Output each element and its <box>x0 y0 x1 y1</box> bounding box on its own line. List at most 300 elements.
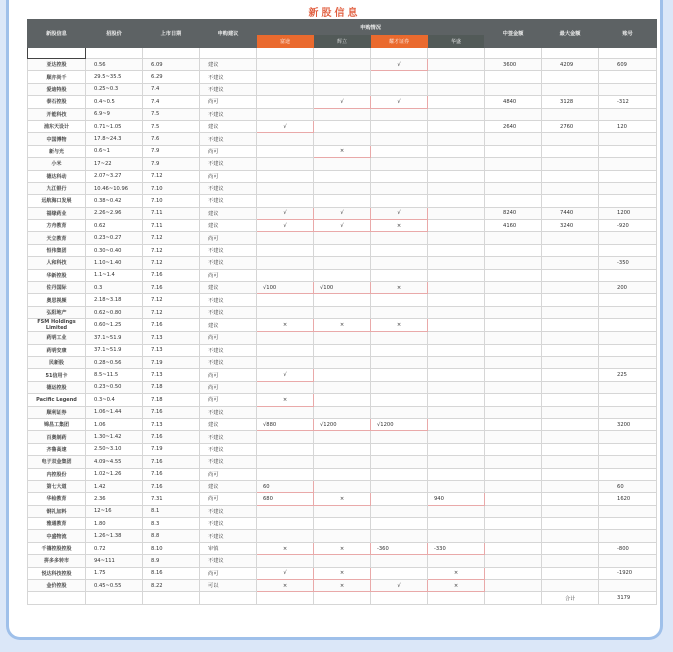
cell-broker-3[interactable] <box>371 306 428 318</box>
cell-profit[interactable] <box>542 567 599 579</box>
cell-stock-name[interactable]: 德运控股 <box>28 381 86 393</box>
cell-list-date[interactable]: 7.6 <box>143 133 200 145</box>
cell-profit[interactable] <box>542 195 599 207</box>
cell-broker-3[interactable]: -360 <box>371 542 428 554</box>
cell-rating[interactable]: 不建议 <box>200 158 257 170</box>
cell-stock-name[interactable]: 奥思视频 <box>28 294 86 306</box>
cell-broker-2[interactable] <box>314 120 371 132</box>
cell-account[interactable] <box>599 431 657 443</box>
cell-list-date[interactable]: 7.5 <box>143 120 200 132</box>
cell-list-date[interactable]: 7.31 <box>143 493 200 505</box>
cell-broker-3[interactable] <box>371 232 428 244</box>
cell-broker-2[interactable] <box>314 195 371 207</box>
cell-revenue[interactable] <box>485 580 542 592</box>
cell-broker-3[interactable] <box>371 394 428 406</box>
cell-broker-4[interactable]: 940 <box>428 493 485 505</box>
cell-profit[interactable] <box>542 332 599 344</box>
cell-account[interactable] <box>599 555 657 567</box>
cell-revenue[interactable] <box>485 306 542 318</box>
cell-account[interactable] <box>599 71 657 83</box>
cell-rating[interactable]: 不建议 <box>200 344 257 356</box>
cell-broker-1[interactable] <box>257 468 314 480</box>
cell-broker-3[interactable] <box>371 406 428 418</box>
cell-broker-1[interactable] <box>257 356 314 368</box>
cell-rating[interactable]: 不建议 <box>200 108 257 120</box>
cell-revenue[interactable] <box>485 145 542 157</box>
cell-account[interactable]: 60 <box>599 480 657 492</box>
cell-price[interactable]: 0.23~0.27 <box>86 232 143 244</box>
cell-stock-name[interactable]: 顺利证券 <box>28 406 86 418</box>
cell-stock-name[interactable]: 齐鲁高速 <box>28 443 86 455</box>
cell-list-date[interactable]: 7.12 <box>143 306 200 318</box>
cell-broker-2[interactable] <box>314 406 371 418</box>
cell-profit[interactable] <box>542 83 599 95</box>
cell-broker-3[interactable] <box>371 158 428 170</box>
cell-broker-4[interactable] <box>428 71 485 83</box>
cell-profit[interactable]: 3240 <box>542 220 599 232</box>
cell-broker-4[interactable] <box>428 294 485 306</box>
cell-rating[interactable]: 不建议 <box>200 505 257 517</box>
cell-stock-name[interactable]: 德达科动 <box>28 170 86 182</box>
cell-price[interactable]: 1.80 <box>86 518 143 530</box>
cell-broker-3[interactable] <box>371 468 428 480</box>
cell-price[interactable]: 0.38~0.42 <box>86 195 143 207</box>
cell-broker-2[interactable]: √ <box>314 96 371 108</box>
cell-broker-2[interactable] <box>314 182 371 194</box>
cell-revenue[interactable] <box>485 480 542 492</box>
cell-broker-1[interactable] <box>257 59 314 71</box>
cell-list-date[interactable]: 8.10 <box>143 542 200 554</box>
cell-price[interactable]: 0.72 <box>86 542 143 554</box>
cell-revenue[interactable] <box>485 418 542 430</box>
cell-revenue[interactable] <box>485 71 542 83</box>
cell-revenue[interactable] <box>485 83 542 95</box>
cell-broker-4[interactable]: × <box>428 580 485 592</box>
cell-profit[interactable] <box>542 394 599 406</box>
cell-account[interactable] <box>599 443 657 455</box>
cell-broker-3[interactable] <box>371 381 428 393</box>
cell-broker-2[interactable] <box>314 468 371 480</box>
cell-broker-1[interactable]: √ <box>257 567 314 579</box>
cell-price[interactable]: 29.5~35.5 <box>86 71 143 83</box>
cell-revenue[interactable] <box>485 294 542 306</box>
cell-broker-3[interactable] <box>371 530 428 542</box>
cell-rating[interactable]: 尚可 <box>200 170 257 182</box>
cell-list-date[interactable]: 7.9 <box>143 145 200 157</box>
cell-broker-1[interactable] <box>257 145 314 157</box>
cell-price[interactable]: 1.26~1.38 <box>86 530 143 542</box>
cell-rating[interactable]: 建议 <box>200 282 257 294</box>
cell-list-date[interactable]: 7.12 <box>143 170 200 182</box>
cell-profit[interactable] <box>542 369 599 381</box>
cell-broker-4[interactable] <box>428 480 485 492</box>
cell-profit[interactable] <box>542 381 599 393</box>
cell-price[interactable]: 2.07~3.27 <box>86 170 143 182</box>
cell-broker-2[interactable] <box>314 269 371 281</box>
cell-list-date[interactable]: 8.1 <box>143 505 200 517</box>
cell-broker-2[interactable]: × <box>314 567 371 579</box>
cell-rating[interactable]: 审慎 <box>200 542 257 554</box>
cell-list-date[interactable]: 7.16 <box>143 431 200 443</box>
cell-profit[interactable] <box>542 182 599 194</box>
cell-price[interactable]: 0.3~0.4 <box>86 394 143 406</box>
cell-price[interactable]: 0.71~1.05 <box>86 120 143 132</box>
cell-profit[interactable] <box>542 269 599 281</box>
cell-revenue[interactable] <box>485 443 542 455</box>
cell-list-date[interactable]: 8.8 <box>143 530 200 542</box>
cell-price[interactable]: 1.06 <box>86 418 143 430</box>
cell-revenue[interactable] <box>485 319 542 332</box>
cell-price[interactable]: 10.46~10.96 <box>86 182 143 194</box>
cell-broker-1[interactable] <box>257 344 314 356</box>
cell-profit[interactable] <box>542 443 599 455</box>
cell-list-date[interactable]: 7.18 <box>143 394 200 406</box>
cell-broker-4[interactable] <box>428 59 485 71</box>
cell-revenue[interactable] <box>485 158 542 170</box>
cell-broker-3[interactable] <box>371 257 428 269</box>
cell-broker-4[interactable] <box>428 232 485 244</box>
cell-broker-1[interactable] <box>257 306 314 318</box>
cell-list-date[interactable]: 7.13 <box>143 369 200 381</box>
cell-broker-3[interactable] <box>371 108 428 120</box>
cell-profit[interactable] <box>542 542 599 554</box>
cell-list-date[interactable]: 7.16 <box>143 319 200 332</box>
cell-profit[interactable] <box>542 244 599 256</box>
cell-profit[interactable] <box>542 344 599 356</box>
cell-broker-2[interactable] <box>314 158 371 170</box>
cell-broker-1[interactable] <box>257 518 314 530</box>
cell-broker-4[interactable] <box>428 158 485 170</box>
cell-stock-name[interactable]: 药明工业 <box>28 332 86 344</box>
cell-list-date[interactable]: 7.11 <box>143 207 200 219</box>
cell-price[interactable]: 37.1~51.9 <box>86 344 143 356</box>
cell-broker-1[interactable] <box>257 406 314 418</box>
cell-broker-3[interactable] <box>371 145 428 157</box>
cell-account[interactable] <box>599 344 657 356</box>
cell-stock-name[interactable]: 内控股份 <box>28 468 86 480</box>
cell-list-date[interactable]: 7.12 <box>143 244 200 256</box>
cell-stock-name[interactable]: 小米 <box>28 158 86 170</box>
cell-rating[interactable]: 不建议 <box>200 244 257 256</box>
cell-rating[interactable]: 建议 <box>200 207 257 219</box>
cell-price[interactable]: 0.30~0.40 <box>86 244 143 256</box>
cell-broker-3[interactable] <box>371 493 428 505</box>
cell-profit[interactable]: 2760 <box>542 120 599 132</box>
cell-broker-2[interactable]: × <box>314 319 371 332</box>
cell-profit[interactable] <box>542 108 599 120</box>
cell-price[interactable]: 4.09~4.55 <box>86 456 143 468</box>
cell-account[interactable] <box>599 232 657 244</box>
cell-broker-3[interactable]: × <box>371 319 428 332</box>
cell-broker-3[interactable] <box>371 480 428 492</box>
cell-revenue[interactable] <box>485 269 542 281</box>
cell-price[interactable]: 1.42 <box>86 480 143 492</box>
cell-rating[interactable]: 不建议 <box>200 294 257 306</box>
cell-rating[interactable]: 尚可 <box>200 96 257 108</box>
cell-price[interactable]: 6.9~9 <box>86 108 143 120</box>
cell-price[interactable]: 8.5~11.5 <box>86 369 143 381</box>
cell-rating[interactable]: 尚可 <box>200 381 257 393</box>
cell-rating[interactable]: 不建议 <box>200 182 257 194</box>
cell-profit[interactable] <box>542 406 599 418</box>
cell-broker-3[interactable] <box>371 505 428 517</box>
cell-broker-2[interactable] <box>314 133 371 145</box>
cell-profit[interactable] <box>542 530 599 542</box>
cell-price[interactable]: 0.62 <box>86 220 143 232</box>
cell-stock-name[interactable]: 千禧控股控股 <box>28 542 86 554</box>
cell-list-date[interactable]: 7.13 <box>143 344 200 356</box>
cell-broker-4[interactable] <box>428 505 485 517</box>
cell-list-date[interactable]: 7.4 <box>143 96 200 108</box>
cell-list-date[interactable]: 8.3 <box>143 518 200 530</box>
cell-rating[interactable]: 不建议 <box>200 518 257 530</box>
cell-stock-name[interactable]: 民新股 <box>28 356 86 368</box>
cell-broker-4[interactable] <box>428 468 485 480</box>
cell-broker-1[interactable]: × <box>257 542 314 554</box>
cell-broker-3[interactable]: √1200 <box>371 418 428 430</box>
cell-account[interactable] <box>599 133 657 145</box>
cell-price[interactable]: 0.23~0.50 <box>86 381 143 393</box>
cell-broker-3[interactable] <box>371 369 428 381</box>
cell-broker-4[interactable] <box>428 108 485 120</box>
cell-stock-name[interactable]: 悦达科技控股 <box>28 567 86 579</box>
cell-rating[interactable]: 不建议 <box>200 306 257 318</box>
cell-account[interactable]: -920 <box>599 220 657 232</box>
cell-broker-2[interactable] <box>314 356 371 368</box>
cell-profit[interactable] <box>542 480 599 492</box>
cell-broker-1[interactable]: × <box>257 580 314 592</box>
cell-account[interactable] <box>599 394 657 406</box>
cell-broker-1[interactable] <box>257 170 314 182</box>
cell-broker-4[interactable] <box>428 518 485 530</box>
cell-price[interactable]: 17~22 <box>86 158 143 170</box>
cell-revenue[interactable] <box>485 356 542 368</box>
cell-broker-4[interactable] <box>428 356 485 368</box>
cell-broker-1[interactable] <box>257 232 314 244</box>
cell-stock-name[interactable]: 华新控股 <box>28 269 86 281</box>
cell-broker-2[interactable]: × <box>314 580 371 592</box>
cell-list-date[interactable]: 7.19 <box>143 356 200 368</box>
cell-broker-1[interactable]: √880 <box>257 418 314 430</box>
cell-price[interactable]: 37.1~51.9 <box>86 332 143 344</box>
cell-revenue[interactable] <box>485 369 542 381</box>
cell-account[interactable]: -312 <box>599 96 657 108</box>
cell-broker-3[interactable] <box>371 332 428 344</box>
cell-account[interactable] <box>599 145 657 157</box>
cell-broker-2[interactable] <box>314 244 371 256</box>
cell-revenue[interactable] <box>485 381 542 393</box>
cell-list-date[interactable]: 7.4 <box>143 83 200 95</box>
cell-rating[interactable]: 不建议 <box>200 555 257 567</box>
cell-broker-4[interactable] <box>428 83 485 95</box>
cell-broker-4[interactable] <box>428 369 485 381</box>
cell-broker-1[interactable] <box>257 269 314 281</box>
cell-revenue[interactable]: 3600 <box>485 59 542 71</box>
cell-account[interactable] <box>599 294 657 306</box>
cell-revenue[interactable] <box>485 332 542 344</box>
cell-broker-3[interactable] <box>371 518 428 530</box>
cell-profit[interactable] <box>542 306 599 318</box>
cell-broker-2[interactable]: √ <box>314 207 371 219</box>
cell-broker-4[interactable] <box>428 145 485 157</box>
cell-stock-name[interactable]: 天立教育 <box>28 232 86 244</box>
cell-broker-4[interactable] <box>428 220 485 232</box>
cell-revenue[interactable]: 2640 <box>485 120 542 132</box>
cell-account[interactable] <box>599 530 657 542</box>
cell-rating[interactable]: 可以 <box>200 580 257 592</box>
cell-broker-3[interactable] <box>371 120 428 132</box>
cell-stock-name[interactable]: 顺亦尚千 <box>28 71 86 83</box>
cell-broker-2[interactable] <box>314 480 371 492</box>
cell-profit[interactable] <box>542 518 599 530</box>
cell-account[interactable] <box>599 406 657 418</box>
cell-stock-name[interactable]: 人和科技 <box>28 257 86 269</box>
cell-list-date[interactable]: 6.09 <box>143 59 200 71</box>
cell-broker-4[interactable] <box>428 282 485 294</box>
cell-list-date[interactable]: 8.22 <box>143 580 200 592</box>
cell-rating[interactable]: 不建议 <box>200 356 257 368</box>
cell-broker-4[interactable] <box>428 319 485 332</box>
cell-broker-3[interactable] <box>371 133 428 145</box>
cell-broker-1[interactable] <box>257 257 314 269</box>
cell-list-date[interactable]: 7.5 <box>143 108 200 120</box>
cell-broker-1[interactable]: × <box>257 319 314 332</box>
cell-rating[interactable]: 不建议 <box>200 195 257 207</box>
cell-broker-4[interactable] <box>428 418 485 430</box>
cell-revenue[interactable] <box>485 182 542 194</box>
cell-broker-4[interactable] <box>428 443 485 455</box>
cell-rating[interactable]: 尚可 <box>200 567 257 579</box>
cell-rating[interactable]: 建议 <box>200 319 257 332</box>
cell-broker-4[interactable] <box>428 133 485 145</box>
cell-rating[interactable]: 尚可 <box>200 369 257 381</box>
cell-profit[interactable] <box>542 456 599 468</box>
cell-broker-2[interactable] <box>314 505 371 517</box>
cell-price[interactable]: 2.26~2.96 <box>86 207 143 219</box>
cell-price[interactable]: 2.36 <box>86 493 143 505</box>
cell-broker-2[interactable] <box>314 108 371 120</box>
cell-broker-4[interactable] <box>428 456 485 468</box>
cell-list-date[interactable]: 7.16 <box>143 468 200 480</box>
cell-stock-name[interactable]: 电子双金集团 <box>28 456 86 468</box>
cell-broker-3[interactable]: √ <box>371 59 428 71</box>
cell-profit[interactable] <box>542 418 599 430</box>
cell-profit[interactable] <box>542 294 599 306</box>
cell-revenue[interactable] <box>485 282 542 294</box>
cell-broker-1[interactable] <box>257 332 314 344</box>
cell-broker-1[interactable]: √ <box>257 120 314 132</box>
cell-profit[interactable] <box>542 232 599 244</box>
cell-account[interactable] <box>599 468 657 480</box>
cell-revenue[interactable] <box>485 244 542 256</box>
cell-broker-3[interactable] <box>371 294 428 306</box>
cell-broker-1[interactable]: √ <box>257 220 314 232</box>
cell-revenue[interactable] <box>485 555 542 567</box>
cell-list-date[interactable]: 7.13 <box>143 418 200 430</box>
cell-list-date[interactable]: 7.12 <box>143 232 200 244</box>
cell-list-date[interactable]: 7.19 <box>143 443 200 455</box>
cell-price[interactable]: 1.1~1.4 <box>86 269 143 281</box>
cell-account[interactable]: 3200 <box>599 418 657 430</box>
cell-account[interactable] <box>599 182 657 194</box>
cell-broker-1[interactable] <box>257 71 314 83</box>
cell-broker-4[interactable] <box>428 269 485 281</box>
cell-rating[interactable]: 不建议 <box>200 71 257 83</box>
cell-rating[interactable]: 尚可 <box>200 493 257 505</box>
cell-revenue[interactable] <box>485 170 542 182</box>
cell-rating[interactable]: 不建议 <box>200 431 257 443</box>
selected-cell[interactable] <box>28 48 86 59</box>
cell-revenue[interactable]: 8240 <box>485 207 542 219</box>
cell-broker-2[interactable] <box>314 59 371 71</box>
cell-price[interactable]: 0.25~0.3 <box>86 83 143 95</box>
cell-broker-4[interactable] <box>428 244 485 256</box>
cell-broker-1[interactable] <box>257 108 314 120</box>
cell-broker-1[interactable] <box>257 381 314 393</box>
cell-account[interactable] <box>599 505 657 517</box>
cell-stock-name[interactable]: 钢礼加料 <box>28 505 86 517</box>
cell-stock-name[interactable]: 弘阳地产 <box>28 306 86 318</box>
cell-broker-4[interactable] <box>428 431 485 443</box>
cell-broker-1[interactable] <box>257 443 314 455</box>
cell-stock-name[interactable]: 泰石控股 <box>28 96 86 108</box>
cell-broker-4[interactable] <box>428 257 485 269</box>
cell-broker-2[interactable] <box>314 431 371 443</box>
cell-rating[interactable]: 不建议 <box>200 257 257 269</box>
cell-stock-name[interactable]: 恒伟集团 <box>28 244 86 256</box>
cell-profit[interactable] <box>542 319 599 332</box>
cell-revenue[interactable] <box>485 344 542 356</box>
cell-broker-1[interactable] <box>257 158 314 170</box>
cell-rating[interactable]: 尚可 <box>200 269 257 281</box>
cell-broker-3[interactable] <box>371 443 428 455</box>
cell-broker-2[interactable] <box>314 456 371 468</box>
cell-profit[interactable] <box>542 282 599 294</box>
cell-broker-4[interactable] <box>428 182 485 194</box>
cell-rating[interactable]: 不建议 <box>200 443 257 455</box>
cell-account[interactable] <box>599 83 657 95</box>
cell-price[interactable]: 94~111 <box>86 555 143 567</box>
cell-list-date[interactable]: 7.16 <box>143 282 200 294</box>
cell-account[interactable] <box>599 319 657 332</box>
cell-broker-4[interactable] <box>428 381 485 393</box>
cell-account[interactable] <box>599 108 657 120</box>
cell-stock-name[interactable]: 药明安康 <box>28 344 86 356</box>
cell-price[interactable]: 17.8~24.3 <box>86 133 143 145</box>
cell-broker-2[interactable] <box>314 294 371 306</box>
cell-broker-4[interactable] <box>428 120 485 132</box>
cell-stock-name[interactable]: 百奥制药 <box>28 431 86 443</box>
cell-rating[interactable]: 尚可 <box>200 394 257 406</box>
cell-profit[interactable]: 4209 <box>542 59 599 71</box>
cell-broker-1[interactable] <box>257 456 314 468</box>
cell-account[interactable] <box>599 195 657 207</box>
cell-broker-4[interactable] <box>428 332 485 344</box>
cell-account[interactable] <box>599 170 657 182</box>
cell-profit[interactable] <box>542 356 599 368</box>
cell-broker-3[interactable] <box>371 567 428 579</box>
cell-profit[interactable] <box>542 493 599 505</box>
cell-rating[interactable]: 不建议 <box>200 83 257 95</box>
cell-broker-1[interactable] <box>257 133 314 145</box>
cell-broker-4[interactable] <box>428 207 485 219</box>
cell-account[interactable] <box>599 456 657 468</box>
cell-profit[interactable] <box>542 257 599 269</box>
cell-broker-2[interactable] <box>314 555 371 567</box>
cell-rating[interactable]: 建议 <box>200 120 257 132</box>
cell-broker-1[interactable]: √ <box>257 207 314 219</box>
cell-broker-4[interactable] <box>428 530 485 542</box>
